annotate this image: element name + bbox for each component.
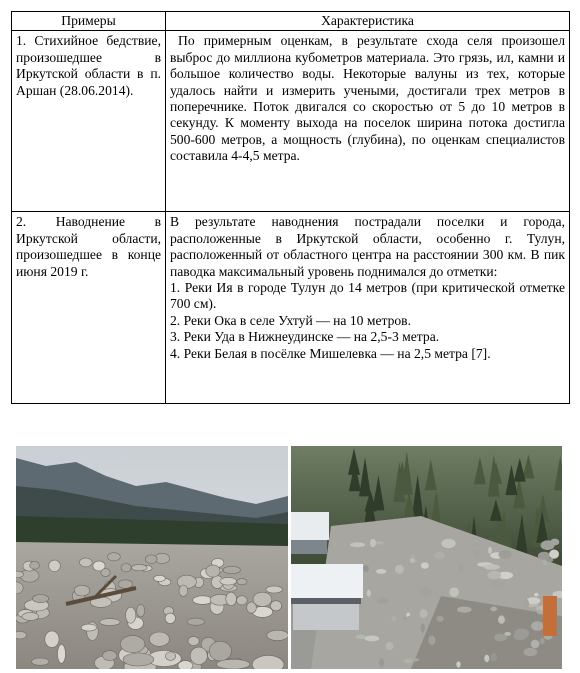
list-item: 4. Реки Белая в посёлке Мишелевка — на 2,5 метра [7]. [170, 345, 491, 361]
table-row [12, 212, 570, 404]
example-cell: 2. Наводнение в Иркутской области, произошедшее в конце июня 2019 г. [12, 212, 166, 404]
description-intro: В результате наводнения пострадали поселки и города, расположенные в Иркутской области, особенно г. Тулун, расположенный от областного центра на расстоянии 300 км. В пик паводка максимальный уровень поднимался до отметки: [170, 214, 565, 279]
table-row [12, 31, 570, 212]
list-item: 2. Реки Ока в селе Ухтуй — на 10 метров. [170, 312, 411, 328]
example-cell: 1. Стихийное бедствие, произошедшее в Иркутской области в п. Аршан (28.06.2014). [12, 31, 166, 212]
list-item: 3. Реки Уда в Нижнеудинске — на 2,5-3 метра. [170, 329, 440, 345]
flooded-village-photo [291, 446, 562, 669]
mudflow-boulders-photo [16, 446, 288, 669]
examples-table [11, 11, 570, 404]
list-item: 1. Реки Ия в городе Тулун до 14 метров (при критической отметке 700 см). [170, 280, 565, 312]
header-characteristics: Характеристика [166, 12, 570, 31]
header-examples: Примеры [12, 12, 166, 31]
description-cell: По примерным оценкам, в результате схода селя произошел выброс до миллиона кубометров материала. Это грязь, ил, камни и большое количество воды. Некоторые валуны из тех, которые удалось найти и измерить учеными, достигали трех метров в поперечнике. Поток двигался со скоростью от 5 до 10 метров в секунду. К моменту выхода на поселок ширина потока достигла 500-600 метров, а мощность (глубина), по оценкам специалистов составила 4-4,5 метра. [166, 31, 570, 212]
description-cell [166, 212, 570, 404]
table-header-row [12, 12, 570, 31]
